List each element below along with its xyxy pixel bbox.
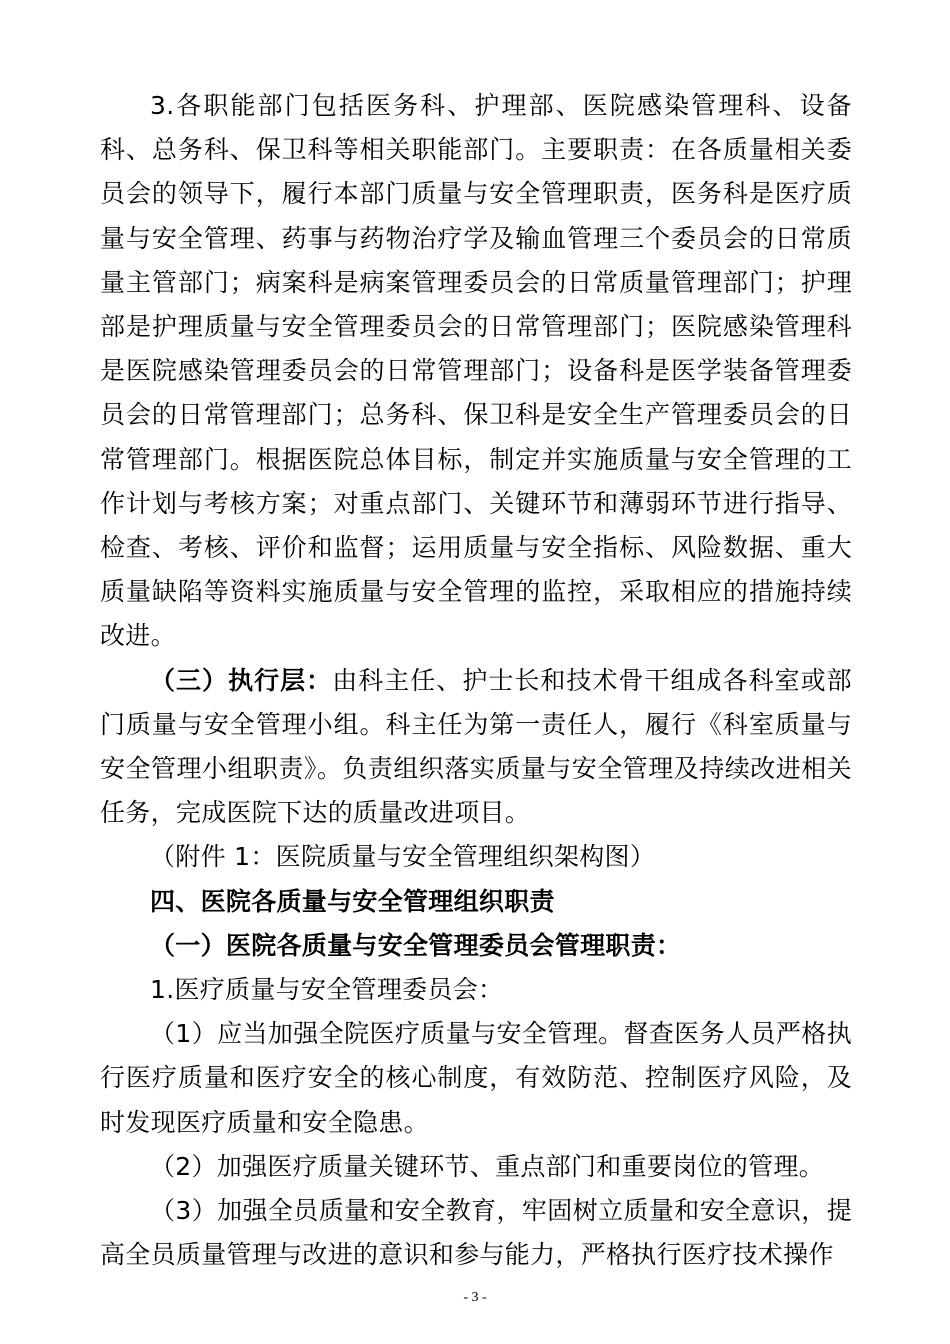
- committee-title: 1.医疗质量与安全管理委员会：: [150, 975, 504, 1005]
- execution-layer-paragraph: [100, 659, 852, 836]
- execution-layer-body: 由科主任、护士长和技术骨干组成各科室或部门质量与安全管理小组。科主任为第一责任人，履行《科室质量与安全管理小组职责》。负责组织落实质量与安全管理及持续改进相关任务，完成医院下达的质量改进项目。: [100, 665, 852, 828]
- subsection-heading: （一）医院各质量与安全管理委员会管理职责：: [150, 930, 682, 960]
- duty-item-3: （3）加强全员质量和安全教育，牢固树立质量和安全意识，提高全员质量管理与改进的意识和参与能力，严格执行医疗技术操作: [100, 1196, 852, 1270]
- duty-item-1: （1）应当加强全院医疗质量与安全管理。督查医务人员严格执行医疗质量和医疗安全的核心制度，有效防范、控制医疗风险，及时发现医疗质量和安全隐患。: [100, 1019, 852, 1137]
- execution-layer-heading: （三）执行层：: [150, 665, 333, 695]
- page-number: - 3 -: [463, 1290, 487, 1305]
- functional-departments-paragraph: 3.各职能部门包括医务科、护理部、医院感染管理科、设备科、总务科、保卫科等相关职能部门。主要职责：在各质量相关委员会的领导下，履行本部门质量与安全管理职责，医务科是医疗质量与安全管理、药事与药物治疗学及输血管理三个委员会的日常质量主管部门；病案科是病案管理委员会的日常质量管理部门；护理部是护理质量与安全管理委员会的日常管理部门；医院感染管理科是医院感染管理委员会的日常管理部门；设备科是医学装备管理委员会的日常管理部门；总务科、保卫科是安全生产管理委员会的日常管理部门。根据医院总体目标，制定并实施质量与安全管理的工作计划与考核方案；对重点部门、关键环节和薄弱环节进行指导、检查、考核、评价和监督；运用质量与安全指标、风险数据、重大质量缺陷等资料实施质量与安全管理的监控，采取相应的措施持续改进。: [100, 91, 852, 651]
- duty-item-2: （2）加强医疗质量关键环节、重点部门和重要岗位的管理。: [150, 1151, 825, 1181]
- section-heading: 四、医院各质量与安全管理组织职责: [150, 886, 555, 916]
- attachment-note: （附件 1：医院质量与安全管理组织架构图）: [150, 842, 656, 872]
- document-body: [100, 84, 852, 1277]
